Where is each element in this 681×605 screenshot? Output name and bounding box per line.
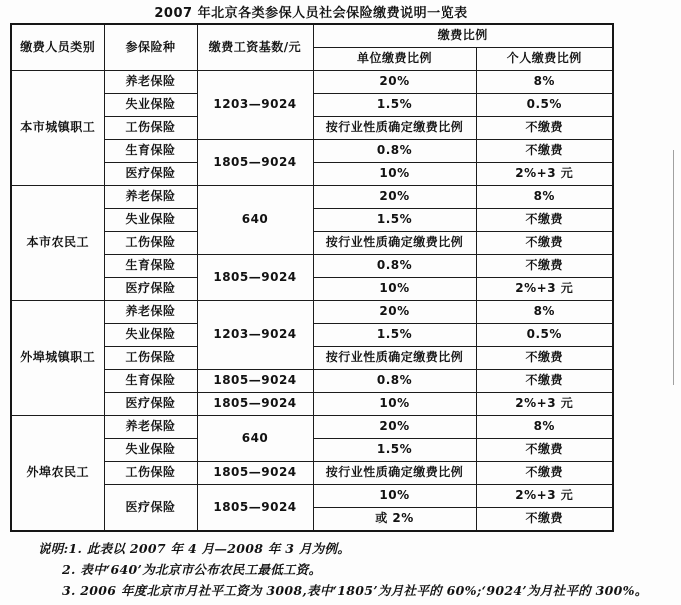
personal-rate-cell: 8% xyxy=(476,301,613,324)
note-line xyxy=(38,538,638,559)
scan-edge-artifact xyxy=(673,150,674,385)
insurance-cell: 工伤保险 xyxy=(104,117,197,140)
wage-base-cell: 1805—9024 xyxy=(197,485,313,532)
personal-rate-cell: 2%+3 元 xyxy=(476,393,613,416)
insurance-cell: 生育保险 xyxy=(104,370,197,393)
insurance-table xyxy=(10,23,614,532)
insurance-cell: 医疗保险 xyxy=(104,163,197,186)
personal-rate-cell: 不缴费 xyxy=(476,117,613,140)
insurance-cell: 医疗保险 xyxy=(104,485,197,532)
personal-rate-cell: 0.5% xyxy=(476,94,613,117)
insurance-cell: 失业保险 xyxy=(104,324,197,347)
employer-rate-cell: 1.5% xyxy=(313,94,476,117)
header-insurance-type: 参保险种 xyxy=(104,24,197,71)
notes-block xyxy=(38,538,648,601)
note-line: 2. 表中‘640’为北京市公布农民工最低工资。 xyxy=(62,562,322,577)
employer-rate-cell: 0.8% xyxy=(313,140,476,163)
category-cell: 外埠城镇职工 xyxy=(11,301,104,416)
employer-rate-cell: 按行业性质确定缴费比例 xyxy=(313,462,476,485)
note-line: 3. 2006 年度北京市月社平工资为 3008,表中‘1805’为月社平的 60%;‘9024’为月社平的 300%。 xyxy=(62,583,648,598)
table-row xyxy=(11,416,613,439)
employer-rate-cell: 20% xyxy=(313,71,476,94)
employer-rate-cell: 0.8% xyxy=(313,370,476,393)
wage-base-cell: 640 xyxy=(197,416,313,462)
personal-rate-cell: 8% xyxy=(476,186,613,209)
insurance-cell: 生育保险 xyxy=(104,140,197,163)
employer-rate-cell: 1.5% xyxy=(313,324,476,347)
wage-base-cell: 1805—9024 xyxy=(197,255,313,301)
personal-rate-cell: 8% xyxy=(476,416,613,439)
employer-rate-cell: 10% xyxy=(313,278,476,301)
insurance-cell: 工伤保险 xyxy=(104,347,197,370)
wage-base-cell: 1805—9024 xyxy=(197,393,313,416)
insurance-cell: 养老保险 xyxy=(104,186,197,209)
personal-rate-cell: 不缴费 xyxy=(476,209,613,232)
notes-label: 说明: xyxy=(38,541,69,556)
personal-rate-cell: 8% xyxy=(476,71,613,94)
table-row xyxy=(11,301,613,324)
personal-rate-cell: 0.5% xyxy=(476,324,613,347)
header-row-1 xyxy=(11,24,613,48)
category-cell: 外埠农民工 xyxy=(11,416,104,532)
employer-rate-cell: 或 2% xyxy=(313,508,476,532)
personal-rate-cell: 不缴费 xyxy=(476,255,613,278)
insurance-cell: 生育保险 xyxy=(104,255,197,278)
insurance-cell: 工伤保险 xyxy=(104,232,197,255)
employer-rate-cell: 按行业性质确定缴费比例 xyxy=(313,117,476,140)
insurance-cell: 失业保险 xyxy=(104,94,197,117)
header-rate-group: 缴费比例 xyxy=(313,24,613,48)
category-cell: 本市农民工 xyxy=(11,186,104,301)
personal-rate-cell: 2%+3 元 xyxy=(476,163,613,186)
header-personal-rate: 个人缴费比例 xyxy=(476,48,613,71)
employer-rate-cell: 1.5% xyxy=(313,209,476,232)
page-title: 2007 年北京各类参保人员社会保险缴费说明一览表 xyxy=(154,6,468,21)
employer-rate-cell: 10% xyxy=(313,485,476,508)
note-text: 1. 此表以 2007 年 4 月—2008 年 3 月为例。 xyxy=(68,541,351,556)
personal-rate-cell: 不缴费 xyxy=(476,140,613,163)
personal-rate-cell: 不缴费 xyxy=(476,232,613,255)
insurance-cell: 养老保险 xyxy=(104,416,197,439)
personal-rate-cell: 2%+3 元 xyxy=(476,485,613,508)
employer-rate-cell: 按行业性质确定缴费比例 xyxy=(313,232,476,255)
employer-rate-cell: 按行业性质确定缴费比例 xyxy=(313,347,476,370)
personal-rate-cell: 2%+3 元 xyxy=(476,278,613,301)
personal-rate-cell: 不缴费 xyxy=(476,508,613,532)
insurance-cell: 养老保险 xyxy=(104,301,197,324)
employer-rate-cell: 10% xyxy=(313,163,476,186)
category-cell: 本市城镇职工 xyxy=(11,71,104,186)
header-employer-rate: 单位缴费比例 xyxy=(313,48,476,71)
personal-rate-cell: 不缴费 xyxy=(476,347,613,370)
insurance-cell: 失业保险 xyxy=(104,439,197,462)
insurance-cell: 医疗保险 xyxy=(104,278,197,301)
header-payer-category: 缴费人员类别 xyxy=(11,24,104,71)
personal-rate-cell: 不缴费 xyxy=(476,462,613,485)
insurance-cell: 医疗保险 xyxy=(104,393,197,416)
wage-base-cell: 640 xyxy=(197,186,313,255)
employer-rate-cell: 20% xyxy=(313,416,476,439)
wage-base-cell: 1805—9024 xyxy=(197,370,313,393)
insurance-cell: 养老保险 xyxy=(104,71,197,94)
personal-rate-cell: 不缴费 xyxy=(476,370,613,393)
wage-base-cell: 1805—9024 xyxy=(197,140,313,186)
employer-rate-cell: 10% xyxy=(313,393,476,416)
insurance-cell: 失业保险 xyxy=(104,209,197,232)
header-wage-base: 缴费工资基数/元 xyxy=(197,24,313,71)
personal-rate-cell: 不缴费 xyxy=(476,439,613,462)
employer-rate-cell: 20% xyxy=(313,186,476,209)
employer-rate-cell: 1.5% xyxy=(313,439,476,462)
wage-base-cell: 1805—9024 xyxy=(197,462,313,485)
table-row xyxy=(11,71,613,94)
employer-rate-cell: 0.8% xyxy=(313,255,476,278)
insurance-cell: 工伤保险 xyxy=(104,462,197,485)
wage-base-cell: 1203—9024 xyxy=(197,71,313,140)
employer-rate-cell: 20% xyxy=(313,301,476,324)
wage-base-cell: 1203—9024 xyxy=(197,301,313,370)
table-row xyxy=(11,186,613,209)
